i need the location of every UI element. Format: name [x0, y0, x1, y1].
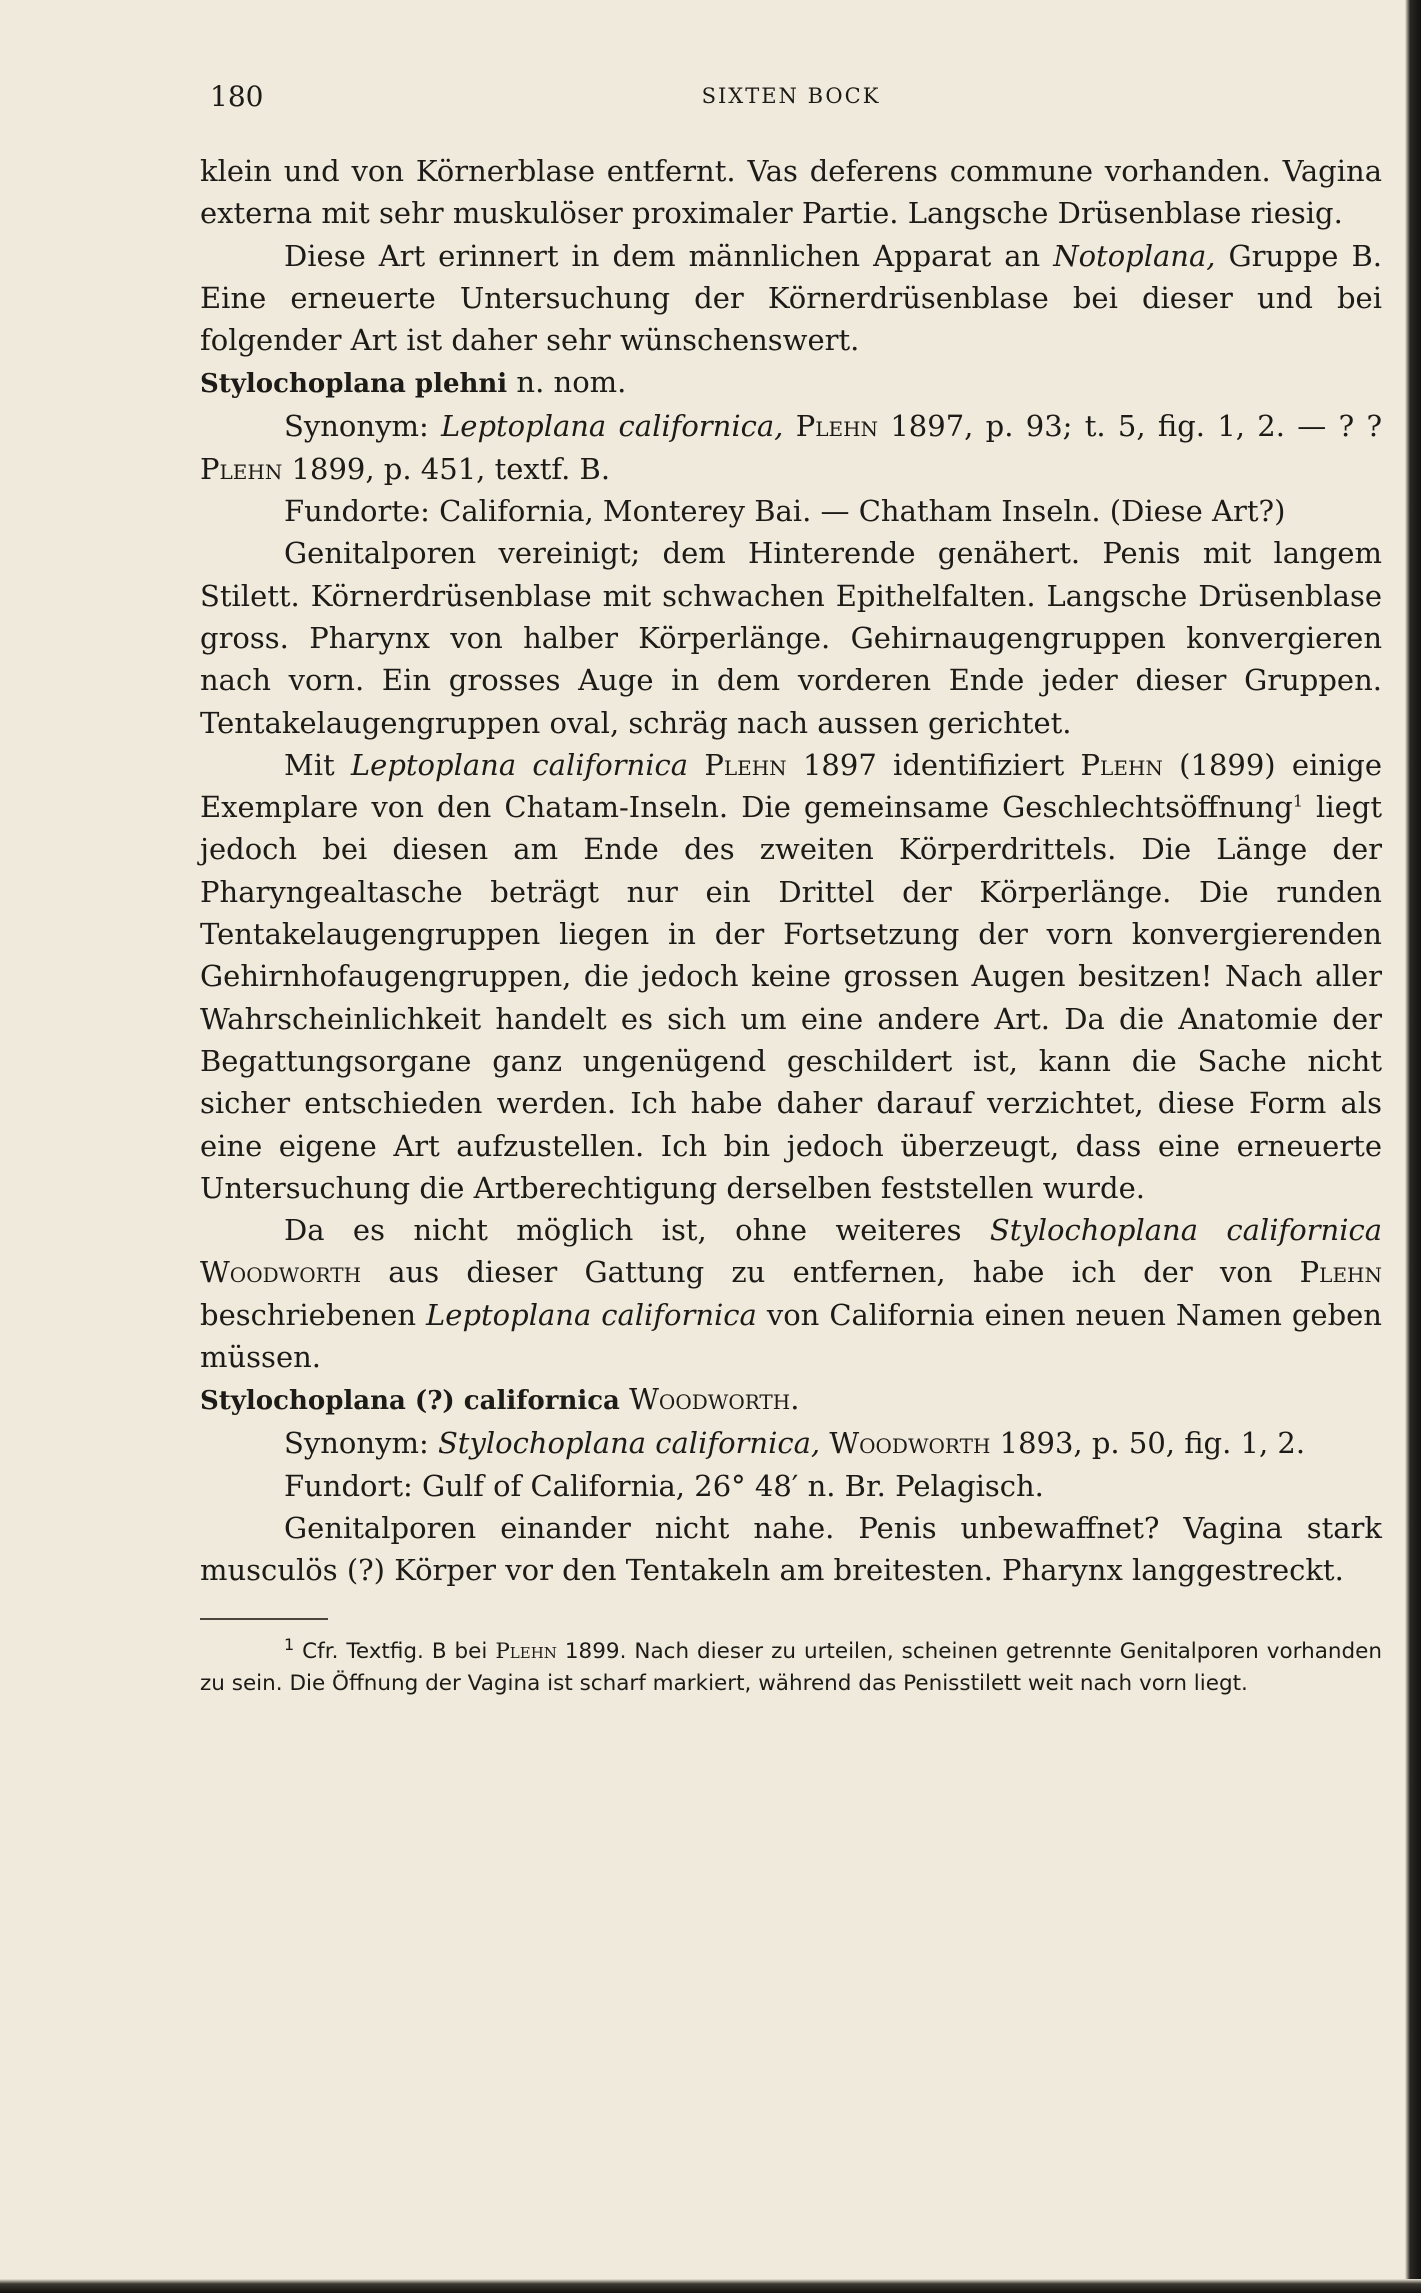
species-name: Stylochoplana (?) californica — [200, 1386, 620, 1417]
genus-name: Notoplana, — [1053, 238, 1216, 273]
text-run: 1893, p. 50, fig. 1, 2. — [990, 1426, 1306, 1461]
author-name: Woodworth. — [619, 1382, 800, 1417]
text-run — [688, 748, 704, 782]
author-name: Plehn — [795, 409, 879, 444]
footnote-reference: 1 — [1292, 791, 1304, 811]
text-run: 1897, p. 93; t. 5, fig. 1, 2. — ? ? — [878, 409, 1383, 444]
text-run: (1899) einige Exemplare von den Chatam-Inseln. Die gemeinsame Geschlechtsöffnung — [200, 747, 1383, 825]
section-heading-stylochoplana-plehni — [200, 361, 1382, 405]
text-run: aus dieser Gattung zu entfernen, habe ich der von — [361, 1255, 1300, 1290]
author-name: Plehn — [495, 1638, 557, 1664]
text-run: von California einen neuen Namen geben müssen. — [200, 1297, 1382, 1375]
paragraph-genitalporen-2: Genitalporen einander nicht nahe. Penis unbewaffnet? Vagina stark musculös (?) Körper vor den Tentakeln am breitesten. Pharynx langgestreckt. — [200, 1510, 1382, 1588]
page-header — [200, 80, 1382, 116]
page-number: 180 — [210, 80, 264, 113]
species-name: Stylochoplana californica — [989, 1213, 1383, 1248]
species-name: Stylochoplana plehni — [200, 369, 508, 400]
footnote-mark: 1 — [284, 1634, 295, 1654]
author-name: Plehn — [704, 747, 787, 782]
text-run: Gruppe B. Eine erneuerte Untersuchung der Körnerdrüsenblase bei dieser und bei folgender Art ist daher sehr wünschenswert. — [200, 238, 1382, 358]
footnote-rule — [200, 1618, 328, 1620]
text-run: 1899, p. 451, textf. B. — [282, 451, 611, 486]
text-run: Synonym: — [284, 409, 442, 444]
text-run: Cfr. Textfig. B bei — [294, 1638, 496, 1664]
text-run: Mit — [284, 747, 351, 782]
species-name: Leptoplana californica — [426, 1297, 757, 1332]
text-run: liegt jedoch bei diesen am Ende des zweiten Körperdrittels. Die Länge der Pharyngealtasche beträgt nur ein Drittel der Körperlänge. Die runden Tentakelaugengruppen liegen in der Fortsetzung der vorn konvergierenden Gehirnhofaugengruppen, die jedoch keine grossen Augen besitzen! Nach aller Wahrscheinlichkeit handelt es sich um eine andere Art. Da die Anatomie der Begattungsorgane ganz ungenügend geschildert ist, kann die Sache nicht sicher entschieden werden. Ich habe daher darauf verzichtet, diese Form als eine eigene Art aufzustellen. Ich bin jedoch überzeugt, dass eine erneuerte Untersuchung die Artberechtigung derselben feststellen wurde. — [200, 790, 1382, 1205]
paragraph-synonym-2 — [200, 1422, 1382, 1464]
text-run: 1899. Nach dieser zu urteilen, scheinen getrennte Genitalporen vorhanden zu sein. Die Öffnung der Vagina ist scharf markiert, während das Penisstilett weit nach vorn liegt. — [200, 1638, 1382, 1696]
author-name: Woodworth — [829, 1426, 991, 1461]
text-run — [783, 409, 795, 443]
running-head: SIXTEN BOCK — [701, 84, 881, 108]
author-name: Plehn — [1299, 1255, 1382, 1290]
page-body — [200, 150, 1382, 1700]
text-run — [820, 1426, 829, 1460]
text-run: Diese Art erinnert in dem männlichen Apparat an — [284, 238, 1054, 273]
author-name: Woodworth — [200, 1255, 362, 1290]
footnote — [200, 1636, 1382, 1700]
section-heading-stylochoplana-californica — [200, 1378, 1382, 1422]
paragraph-genitalporen-1: Genitalporen vereinigt; dem Hinterende genähert. Penis mit langem Stilett. Körnerdrüsenblase mit schwachen Epithelfalten. Langsche Drüsenblase gross. Pharynx von halber Körperlänge. Gehirnaugengruppen konvergieren nach vorn. Ein grosses Auge in dem vorderen Ende jeder dieser Gruppen. Tentakelaugengruppen oval, schräg nach aussen gerichtet. — [200, 536, 1382, 740]
author-name: Plehn — [1080, 747, 1163, 782]
species-name: Stylochoplana californica, — [437, 1426, 821, 1461]
author-name: Plehn — [200, 451, 283, 486]
text-run: beschriebenen — [200, 1297, 427, 1332]
paragraph-notoplana — [200, 235, 1382, 362]
paragraph-fundorte: Fundorte: California, Monterey Bai. — Chatham Inseln. (Diese Art?) — [284, 494, 1286, 529]
text-run: 1897 identifiziert — [786, 747, 1081, 782]
page-bottom-shadow — [0, 2279, 1421, 2293]
paragraph-neuer-name — [200, 1209, 1382, 1378]
paragraph-fundort: Fundort: Gulf of California, 26° 48′ n. Br. Pelagisch. — [284, 1468, 1044, 1503]
paragraph-synonym-1 — [200, 405, 1382, 490]
species-name: Leptoplana californica — [350, 747, 689, 782]
species-name: Leptoplana californica, — [441, 409, 784, 444]
nomen-novum: n. nom. — [507, 365, 627, 400]
paragraph-chatam — [200, 744, 1382, 1209]
text-run: Synonym: — [284, 1426, 438, 1461]
paragraph-vas-deferens: klein und von Körnerblase entfernt. Vas deferens commune vorhanden. Vagina externa mit sehr muskulöser proximaler Partie. Langsche Drüsenblase riesig. — [200, 154, 1382, 231]
page-edge-shadow — [1405, 0, 1421, 2293]
text-run: Da es nicht möglich ist, ohne weiteres — [284, 1213, 990, 1248]
